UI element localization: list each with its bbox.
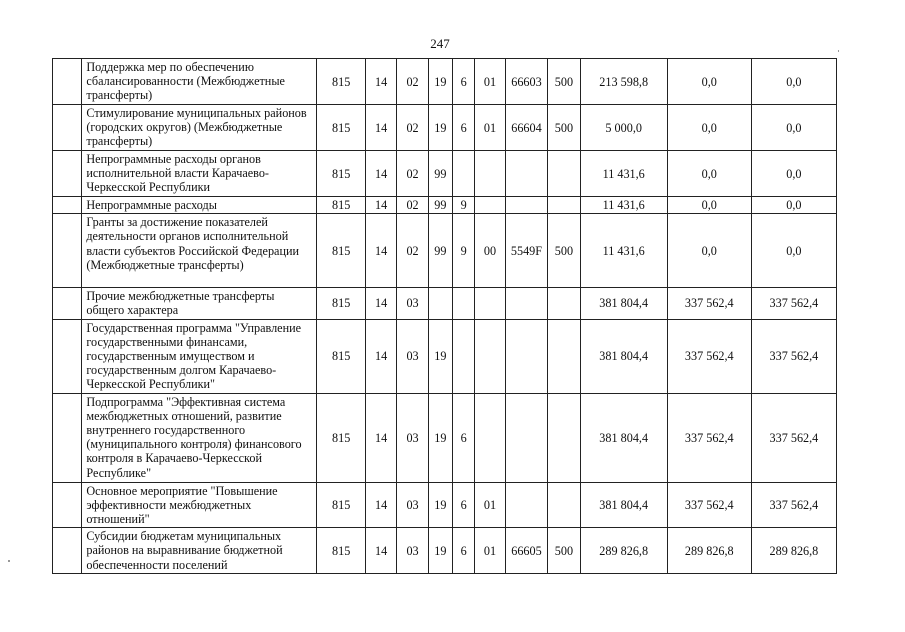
amount-year3-cell: 0,0 bbox=[751, 214, 836, 288]
page-number: 247 bbox=[430, 36, 450, 51]
amount-year3-cell: 0,0 bbox=[751, 197, 836, 214]
subprogram-code-cell: 9 bbox=[453, 197, 475, 214]
amount-year2-cell: 0,0 bbox=[667, 197, 751, 214]
event-code-cell: 01 bbox=[475, 105, 505, 151]
ministry-code-cell: 815 bbox=[317, 319, 366, 393]
row-number-cell bbox=[53, 214, 82, 288]
ministry-code-cell: 815 bbox=[317, 214, 366, 288]
subsection-code-cell: 02 bbox=[397, 197, 428, 214]
amount-year1-cell: 11 431,6 bbox=[580, 151, 667, 197]
direction-code-cell bbox=[505, 197, 548, 214]
subprogram-code-cell: 9 bbox=[453, 214, 475, 288]
ministry-code-cell: 815 bbox=[317, 528, 366, 574]
expense-type-cell: 500 bbox=[548, 105, 580, 151]
row-number-cell bbox=[53, 59, 82, 105]
expense-type-cell: 500 bbox=[548, 59, 580, 105]
amount-year3-cell: 0,0 bbox=[751, 105, 836, 151]
expense-type-cell bbox=[548, 197, 580, 214]
amount-year2-cell: 0,0 bbox=[667, 151, 751, 197]
event-code-cell bbox=[475, 151, 505, 197]
subsection-code-cell: 03 bbox=[397, 319, 428, 393]
subprogram-code-cell bbox=[453, 288, 475, 319]
table-row bbox=[53, 393, 837, 482]
event-code-cell bbox=[475, 288, 505, 319]
ministry-code-cell: 815 bbox=[317, 288, 366, 319]
table-row bbox=[53, 105, 837, 151]
expense-name-cell: Стимулирование муниципальных районов (городских округов) (Межбюджетные трансферты) bbox=[82, 105, 317, 151]
table-row bbox=[53, 482, 837, 528]
subprogram-code-cell: 6 bbox=[453, 105, 475, 151]
direction-code-cell bbox=[505, 319, 548, 393]
direction-code-cell bbox=[505, 393, 548, 482]
direction-code-cell: 5549F bbox=[505, 214, 548, 288]
subsection-code-cell: 02 bbox=[397, 151, 428, 197]
event-code-cell: 00 bbox=[475, 214, 505, 288]
scan-speck bbox=[838, 50, 839, 52]
event-code-cell bbox=[475, 319, 505, 393]
expense-type-cell bbox=[548, 288, 580, 319]
direction-code-cell: 66604 bbox=[505, 105, 548, 151]
subsection-code-cell: 02 bbox=[397, 214, 428, 288]
expense-name-cell: Гранты за достижение показателей деятельности органов исполнительной власти субъектов Российской Федерации (Межбюджетные трансферты) bbox=[82, 214, 317, 288]
row-number-cell bbox=[53, 197, 82, 214]
table-body bbox=[53, 59, 837, 574]
direction-code-cell: 66603 bbox=[505, 59, 548, 105]
amount-year3-cell: 337 562,4 bbox=[751, 319, 836, 393]
ministry-code-cell: 815 bbox=[317, 105, 366, 151]
expense-name-cell: Основное мероприятие "Повышение эффективности межбюджетных отношений" bbox=[82, 482, 317, 528]
event-code-cell: 01 bbox=[475, 528, 505, 574]
amount-year2-cell: 337 562,4 bbox=[667, 319, 751, 393]
amount-year3-cell: 337 562,4 bbox=[751, 393, 836, 482]
subprogram-code-cell: 6 bbox=[453, 528, 475, 574]
event-code-cell bbox=[475, 197, 505, 214]
expense-name-cell: Субсидии бюджетам муниципальных районов на выравнивание бюджетной обеспеченности поселений bbox=[82, 528, 317, 574]
direction-code-cell bbox=[505, 482, 548, 528]
program-code-cell: 19 bbox=[428, 105, 452, 151]
expense-name-cell: Подпрограмма "Эффективная система межбюджетных отношений, развитие внутреннего государственного (муниципального контроля) финансового контроля в Карачаево-Черкесской Республике" bbox=[82, 393, 317, 482]
amount-year3-cell: 337 562,4 bbox=[751, 482, 836, 528]
program-code-cell: 19 bbox=[428, 319, 452, 393]
section-code-cell: 14 bbox=[365, 319, 396, 393]
amount-year2-cell: 289 826,8 bbox=[667, 528, 751, 574]
table-row bbox=[53, 528, 837, 574]
row-number-cell bbox=[53, 288, 82, 319]
expense-name-cell: Непрограммные расходы bbox=[82, 197, 317, 214]
ministry-code-cell: 815 bbox=[317, 197, 366, 214]
amount-year1-cell: 11 431,6 bbox=[580, 197, 667, 214]
direction-code-cell: 66605 bbox=[505, 528, 548, 574]
program-code-cell: 19 bbox=[428, 59, 452, 105]
subprogram-code-cell: 6 bbox=[453, 59, 475, 105]
amount-year1-cell: 381 804,4 bbox=[580, 482, 667, 528]
subsection-code-cell: 03 bbox=[397, 288, 428, 319]
subsection-code-cell: 02 bbox=[397, 59, 428, 105]
program-code-cell: 99 bbox=[428, 151, 452, 197]
event-code-cell: 01 bbox=[475, 59, 505, 105]
ministry-code-cell: 815 bbox=[317, 393, 366, 482]
expense-type-cell bbox=[548, 393, 580, 482]
amount-year2-cell: 0,0 bbox=[667, 59, 751, 105]
row-number-cell bbox=[53, 105, 82, 151]
scan-speck bbox=[8, 560, 10, 562]
amount-year1-cell: 213 598,8 bbox=[580, 59, 667, 105]
amount-year1-cell: 381 804,4 bbox=[580, 288, 667, 319]
section-code-cell: 14 bbox=[365, 528, 396, 574]
row-number-cell bbox=[53, 393, 82, 482]
amount-year2-cell: 337 562,4 bbox=[667, 393, 751, 482]
section-code-cell: 14 bbox=[365, 393, 396, 482]
subprogram-code-cell: 6 bbox=[453, 482, 475, 528]
expense-name-cell: Прочие межбюджетные трансферты общего характера bbox=[82, 288, 317, 319]
budget-table bbox=[52, 58, 837, 574]
amount-year3-cell: 337 562,4 bbox=[751, 288, 836, 319]
subsection-code-cell: 02 bbox=[397, 105, 428, 151]
expense-type-cell: 500 bbox=[548, 214, 580, 288]
section-code-cell: 14 bbox=[365, 105, 396, 151]
event-code-cell: 01 bbox=[475, 482, 505, 528]
table-row bbox=[53, 59, 837, 105]
amount-year1-cell: 5 000,0 bbox=[580, 105, 667, 151]
ministry-code-cell: 815 bbox=[317, 59, 366, 105]
row-number-cell bbox=[53, 151, 82, 197]
subprogram-code-cell: 6 bbox=[453, 393, 475, 482]
section-code-cell: 14 bbox=[365, 482, 396, 528]
section-code-cell: 14 bbox=[365, 197, 396, 214]
amount-year1-cell: 381 804,4 bbox=[580, 319, 667, 393]
section-code-cell: 14 bbox=[365, 151, 396, 197]
subsection-code-cell: 03 bbox=[397, 482, 428, 528]
expense-type-cell bbox=[548, 319, 580, 393]
event-code-cell bbox=[475, 393, 505, 482]
amount-year2-cell: 337 562,4 bbox=[667, 482, 751, 528]
amount-year3-cell: 0,0 bbox=[751, 59, 836, 105]
row-number-cell bbox=[53, 528, 82, 574]
program-code-cell bbox=[428, 288, 452, 319]
direction-code-cell bbox=[505, 288, 548, 319]
expense-name-cell: Непрограммные расходы органов исполнительной власти Карачаево-Черкесской Республики bbox=[82, 151, 317, 197]
amount-year1-cell: 381 804,4 bbox=[580, 393, 667, 482]
section-code-cell: 14 bbox=[365, 214, 396, 288]
subsection-code-cell: 03 bbox=[397, 528, 428, 574]
amount-year2-cell: 0,0 bbox=[667, 105, 751, 151]
subprogram-code-cell bbox=[453, 319, 475, 393]
expense-name-cell: Государственная программа "Управление государственными финансами, государственным имуществом и государственным долгом Карачаево-Черкесской Республики" bbox=[82, 319, 317, 393]
ministry-code-cell: 815 bbox=[317, 482, 366, 528]
program-code-cell: 99 bbox=[428, 214, 452, 288]
expense-type-cell bbox=[548, 482, 580, 528]
program-code-cell: 99 bbox=[428, 197, 452, 214]
section-code-cell: 14 bbox=[365, 288, 396, 319]
ministry-code-cell: 815 bbox=[317, 151, 366, 197]
table-row bbox=[53, 319, 837, 393]
table-row bbox=[53, 288, 837, 319]
program-code-cell: 19 bbox=[428, 393, 452, 482]
subsection-code-cell: 03 bbox=[397, 393, 428, 482]
program-code-cell: 19 bbox=[428, 482, 452, 528]
amount-year1-cell: 11 431,6 bbox=[580, 214, 667, 288]
row-number-cell bbox=[53, 319, 82, 393]
program-code-cell: 19 bbox=[428, 528, 452, 574]
table-row bbox=[53, 197, 837, 214]
amount-year2-cell: 337 562,4 bbox=[667, 288, 751, 319]
subprogram-code-cell bbox=[453, 151, 475, 197]
row-number-cell bbox=[53, 482, 82, 528]
direction-code-cell bbox=[505, 151, 548, 197]
amount-year3-cell: 0,0 bbox=[751, 151, 836, 197]
table-row bbox=[53, 214, 837, 288]
amount-year3-cell: 289 826,8 bbox=[751, 528, 836, 574]
amount-year2-cell: 0,0 bbox=[667, 214, 751, 288]
expense-type-cell: 500 bbox=[548, 528, 580, 574]
table-row bbox=[53, 151, 837, 197]
expense-type-cell bbox=[548, 151, 580, 197]
section-code-cell: 14 bbox=[365, 59, 396, 105]
amount-year1-cell: 289 826,8 bbox=[580, 528, 667, 574]
expense-name-cell: Поддержка мер по обеспечению сбалансированности (Межбюджетные трансферты) bbox=[82, 59, 317, 105]
